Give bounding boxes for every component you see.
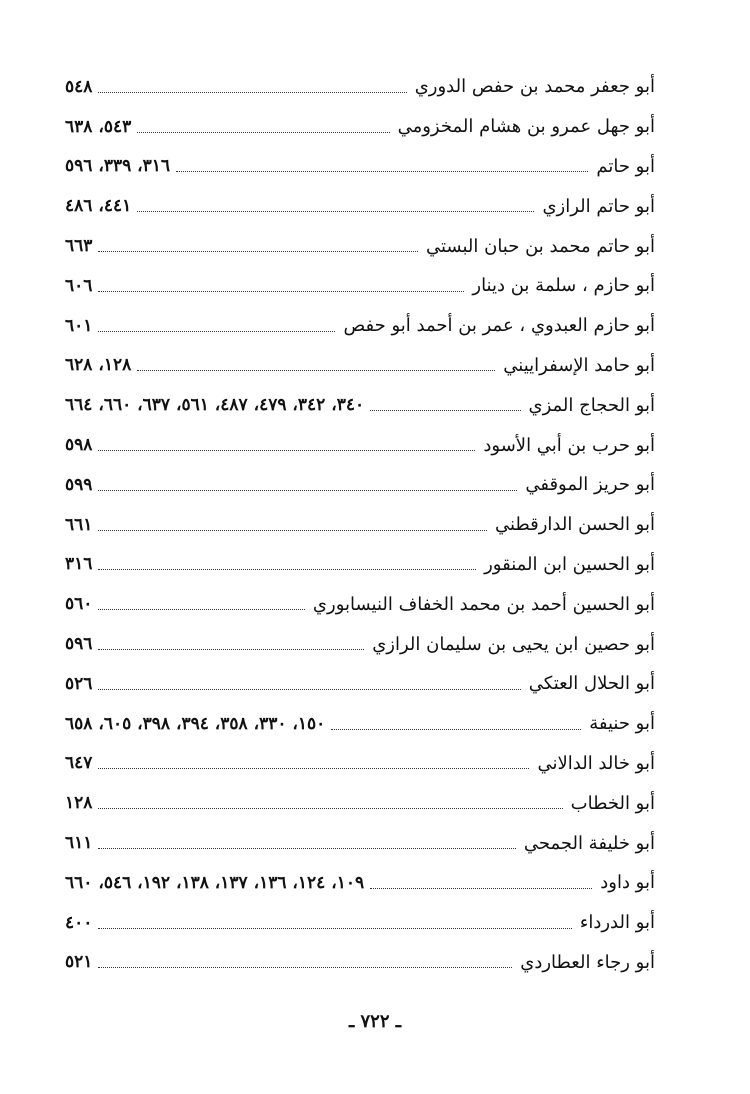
entry-pages: ٣١٦ bbox=[65, 554, 93, 575]
entry-pages: ٦٠١ bbox=[65, 315, 93, 336]
index-entry bbox=[65, 545, 655, 585]
page-number: ـ ٧٢٢ ـ bbox=[348, 1011, 402, 1032]
index-entry bbox=[65, 306, 655, 346]
dot-leader bbox=[98, 489, 517, 491]
index-entry bbox=[65, 385, 655, 425]
dot-leader bbox=[98, 688, 520, 690]
dot-leader bbox=[98, 847, 515, 849]
dot-leader bbox=[137, 369, 495, 371]
index-entry bbox=[65, 67, 655, 107]
entry-pages: ٦٠٦ bbox=[65, 275, 93, 296]
dot-leader bbox=[98, 767, 529, 769]
dot-leader bbox=[98, 568, 476, 570]
entry-pages: ٦١١ bbox=[65, 833, 93, 854]
entry-name: أبو داود bbox=[600, 872, 655, 894]
entry-pages: ٥٤٨ bbox=[65, 76, 93, 97]
entry-name: أبو حازم العبدوي ، عمر بن أحمد أبو حفص bbox=[343, 315, 655, 337]
dot-leader bbox=[137, 131, 389, 133]
entry-name: أبو جهل عمرو بن هشام المخزومي bbox=[397, 116, 655, 138]
dot-leader bbox=[331, 728, 581, 730]
dot-leader bbox=[98, 807, 562, 809]
index-entry bbox=[65, 147, 655, 187]
entry-pages: ٤٠٠ bbox=[65, 912, 93, 933]
dot-leader bbox=[98, 449, 475, 451]
entry-name: أبو الحسين ابن المنقور bbox=[484, 553, 655, 575]
index-entry bbox=[65, 704, 655, 744]
entry-name: أبو حامد الإسفراييني bbox=[503, 354, 655, 376]
entry-pages: ٦٦١ bbox=[65, 514, 93, 535]
entry-pages: ٥٩٦ bbox=[65, 634, 93, 655]
dot-leader bbox=[98, 290, 464, 292]
entry-name: أبو حاتم الرازي bbox=[542, 195, 655, 217]
dot-leader bbox=[98, 648, 364, 650]
entry-name: أبو حرب بن أبي الأسود bbox=[483, 434, 655, 456]
entry-name: أبو رجاء العطاردي bbox=[520, 951, 655, 973]
index-entry bbox=[65, 346, 655, 386]
index-entry bbox=[65, 903, 655, 943]
entry-name: أبو حاتم محمد بن حبان البستي bbox=[425, 235, 655, 257]
index-entry bbox=[65, 186, 655, 226]
entry-pages: ٦٤٧ bbox=[65, 753, 93, 774]
entry-pages: ١٥٠، ٣٣٠، ٣٥٨، ٣٩٤، ٣٩٨، ٦٠٥، ٦٥٨ bbox=[65, 713, 326, 734]
index-entry bbox=[65, 266, 655, 306]
entry-name: أبو حريز الموقفي bbox=[525, 474, 655, 496]
index-entry bbox=[65, 783, 655, 823]
entry-pages: ١٢٨، ٦٢٨ bbox=[65, 355, 132, 376]
entry-pages: ٣٤٠، ٣٤٢، ٤٧٩، ٤٨٧، ٥٦١، ٦٣٧، ٦٦٠، ٦٦٤ bbox=[65, 395, 365, 416]
index-entry bbox=[65, 465, 655, 505]
dot-leader bbox=[370, 887, 592, 889]
dot-leader bbox=[98, 966, 512, 968]
entry-name: أبو الحسن الدارقطني bbox=[494, 514, 655, 536]
entry-pages: ٥٦٠ bbox=[65, 594, 93, 615]
entry-name: أبو خليفة الجمحي bbox=[523, 832, 655, 854]
index-entry bbox=[65, 505, 655, 545]
entry-name: أبو حازم ، سلمة بن دينار bbox=[472, 275, 655, 297]
entry-pages: ٥٩٨ bbox=[65, 435, 93, 456]
entry-pages: ٥٢١ bbox=[65, 952, 93, 973]
entry-name: أبو الخطاب bbox=[570, 792, 655, 814]
dot-leader bbox=[370, 409, 520, 411]
entry-pages: ٥٢٦ bbox=[65, 673, 93, 694]
index-entry bbox=[65, 943, 655, 983]
entry-pages: ٤٤١، ٤٨٦ bbox=[65, 196, 132, 217]
index-entry bbox=[65, 863, 655, 903]
entry-pages: ١٠٩، ١٢٤، ١٣٦، ١٣٧، ١٣٨، ١٩٢، ٥٤٦، ٦٦٠ bbox=[65, 872, 365, 893]
entry-pages: ٣١٦، ٣٣٩، ٥٩٦ bbox=[65, 156, 171, 177]
entry-pages: ٦٦٣ bbox=[65, 236, 93, 257]
entry-name: أبو جعفر محمد بن حفص الدوري bbox=[414, 76, 655, 98]
dot-leader bbox=[98, 529, 487, 531]
entry-pages: ١٢٨ bbox=[65, 793, 93, 814]
entry-name: أبو الدرداء bbox=[579, 912, 655, 934]
index-list bbox=[65, 67, 655, 982]
entry-name: أبو حاتم bbox=[596, 155, 655, 177]
entry-pages: ٥٤٣، ٦٣٨ bbox=[65, 116, 132, 137]
index-entry bbox=[65, 425, 655, 465]
dot-leader bbox=[98, 91, 406, 93]
index-entry bbox=[65, 664, 655, 704]
entry-name: أبو حصين ابن يحيى بن سليمان الرازي bbox=[372, 633, 655, 655]
entry-name: أبو خالد الدالاني bbox=[537, 752, 655, 774]
entry-name: أبو الحجاج المزي bbox=[528, 394, 655, 416]
index-entry bbox=[65, 744, 655, 784]
entry-name: أبو الحلال العتكي bbox=[528, 673, 655, 695]
dot-leader bbox=[98, 927, 571, 929]
index-entry bbox=[65, 823, 655, 863]
dot-leader bbox=[137, 210, 534, 212]
dot-leader bbox=[98, 608, 305, 610]
index-entry bbox=[65, 226, 655, 266]
index-entry bbox=[65, 584, 655, 624]
index-entry bbox=[65, 624, 655, 664]
entry-name: أبو الحسين أحمد بن محمد الخفاف النيسابوري bbox=[312, 593, 655, 615]
dot-leader bbox=[176, 170, 588, 172]
index-entry bbox=[65, 107, 655, 147]
dot-leader bbox=[98, 330, 335, 332]
entry-pages: ٥٩٩ bbox=[65, 474, 93, 495]
dot-leader bbox=[98, 250, 418, 252]
entry-name: أبو حنيفة bbox=[589, 713, 655, 735]
